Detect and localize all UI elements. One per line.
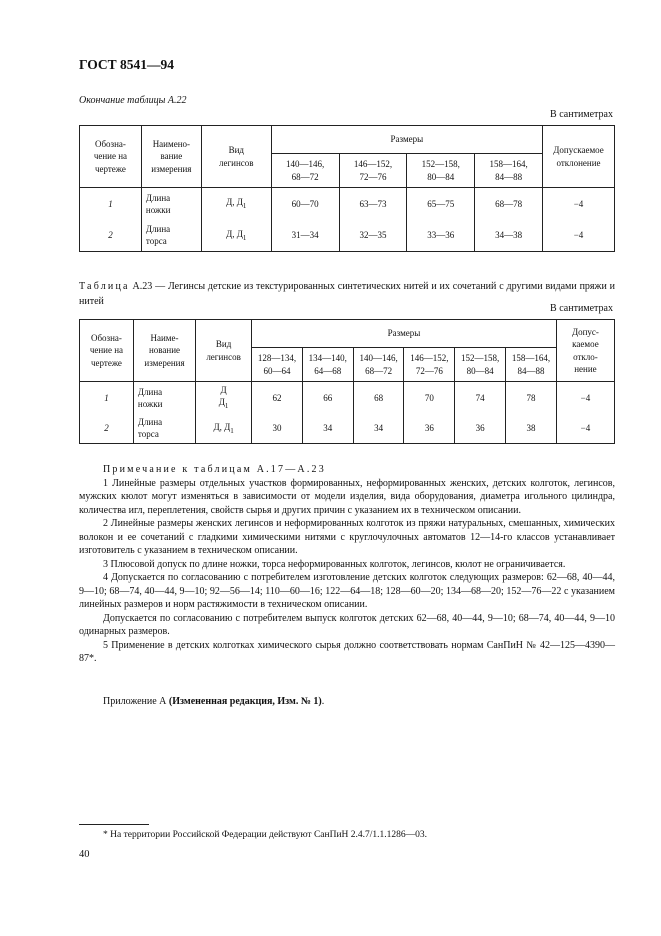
row-value: 30: [252, 414, 303, 444]
row-name: Длина ножки: [133, 382, 195, 414]
table-a23-units: В сантиметрах: [550, 303, 613, 314]
note-item: 4 Допускается по согласованию с потребителем изготовление детских колготок следующих размеров: 62—68, 40—44, 9—10; 68—74, 40—44, 9—10; 92—56—14; 110—60—16; 122—64—18; 128—60—20; 134—68—20; 152—76—22 с указанием линейных размеров и норм растяжимости в техническом описании.: [79, 572, 615, 610]
header-name: Наиме- нование измерения: [133, 320, 195, 382]
header-designation: Обозна- чение на чертеже: [80, 320, 134, 382]
note-item: 3 Плюсовой допуск по длине ножки, торса неформированных колготок, легинсов, кюлот не ограничивается.: [103, 558, 566, 570]
header-sizes: Размеры: [252, 320, 557, 348]
size-column-header: 152—158, 80—84: [455, 348, 506, 382]
header-tolerance: Допускаемое отклонение: [543, 126, 615, 188]
page-number: 40: [79, 849, 90, 860]
row-value: 68: [353, 382, 404, 414]
row-value: 66: [302, 382, 353, 414]
row-designation: 2: [80, 414, 134, 444]
note-item: 1 Линейные размеры отдельных участков формированных, неформированных женских, детских колготок, легинсов, мужских кюлот могут изменяться в зависимости от модели изделия, вида оборудования, диаметра игольного цилиндра, количества игл, переплетения, свойств сырья и других причин с указанием их в техническом описании.: [79, 477, 615, 516]
header-type: Вид легинсов: [196, 320, 252, 382]
row-type: Д, $Д_1$: [201, 188, 271, 220]
footnote: * На территории Российской Федерации действуют СанПиН 2.4.7/1.1.1286—03.: [103, 830, 428, 840]
table-a22-units: В сантиметрах: [550, 109, 613, 120]
appendix-line: Приложение А (Измененная редакция, Изм. № 1).: [103, 696, 325, 707]
row-value: 60—70: [271, 188, 339, 220]
row-tolerance: −4: [543, 220, 615, 252]
row-type: Д, $Д_1$: [201, 220, 271, 252]
note-item: 2 Линейные размеры женских легинсов и неформированных колготок из пряжи натуральных, смешанных, химических волокон и ее сочетаний с гладкими химическими нитями с круглочулочных автоматов 12—14-го классов устанавливает изготовитель с указанием в техническом описании.: [79, 518, 615, 556]
table-a23-title: Таблица А.23 — Легинсы детские из текстурированных синтетических нитей и их сочетаний с другими видами пряжи и нитей: [79, 281, 615, 307]
row-designation: 1: [80, 382, 134, 414]
row-value: 36: [404, 414, 455, 444]
row-name: Длина ножки: [141, 188, 201, 220]
row-value: 65—75: [407, 188, 475, 220]
row-value: 63—73: [339, 188, 407, 220]
size-column-header: 128—134, 60—64: [252, 348, 303, 382]
header-tolerance: Допус- каемое откло- нение: [556, 320, 614, 382]
row-value: 74: [455, 382, 506, 414]
footnote-divider: [79, 824, 149, 825]
row-name: Длина торса: [141, 220, 201, 252]
document-header: ГОСТ 8541—94: [79, 57, 175, 72]
row-value: 32—35: [339, 220, 407, 252]
note-item: Допускается по согласованию с потребителем выпуск колготок детских 62—68, 40—44, 9—10; 68—74, 40—44, 9—10 одинарных размеров.: [79, 612, 615, 637]
size-column-header: 140—146, 68—72: [271, 154, 339, 188]
row-value: 33—36: [407, 220, 475, 252]
table-a23: [79, 319, 615, 444]
row-value: 36: [455, 414, 506, 444]
table-row: [80, 414, 615, 444]
row-tolerance: −4: [556, 382, 614, 414]
header-sizes: Размеры: [271, 126, 542, 154]
row-type: Д $Д_1$: [196, 382, 252, 414]
row-value: 34—38: [475, 220, 543, 252]
notes-section: [79, 463, 615, 666]
row-value: 38: [506, 414, 557, 444]
table-row: [80, 382, 615, 414]
table-a22: [79, 125, 615, 252]
row-value: 68—78: [475, 188, 543, 220]
size-column-header: 158—164, 84—88: [475, 154, 543, 188]
size-column-header: 152—158, 80—84: [407, 154, 475, 188]
row-tolerance: −4: [543, 188, 615, 220]
size-column-header: 134—140, 64—68: [302, 348, 353, 382]
row-value: 31—34: [271, 220, 339, 252]
row-name: Длина торса: [133, 414, 195, 444]
row-tolerance: −4: [556, 414, 614, 444]
table-a22-caption: Окончание таблицы А.22: [79, 95, 187, 106]
header-name: Наимено- вание измерения: [141, 126, 201, 188]
row-type: Д, $Д_1$: [196, 414, 252, 444]
size-column-header: 140—146, 68—72: [353, 348, 404, 382]
row-value: 70: [404, 382, 455, 414]
table-row: [80, 188, 615, 220]
header-type: Вид легинсов: [201, 126, 271, 188]
row-value: 34: [353, 414, 404, 444]
row-designation: 2: [80, 220, 142, 252]
row-value: 62: [252, 382, 303, 414]
row-designation: 1: [80, 188, 142, 220]
notes-heading: Примечание к таблицам А.17—А.23: [103, 464, 326, 475]
note-item: 5 Применение в детских колготках химического сырья должно соответствовать нормам СанПиН № 42—125—4390—87*.: [79, 639, 615, 664]
row-value: 34: [302, 414, 353, 444]
row-value: 78: [506, 382, 557, 414]
header-designation: Обозна- чение на чертеже: [80, 126, 142, 188]
table-row: [80, 220, 615, 252]
size-column-header: 146—152, 72—76: [339, 154, 407, 188]
size-column-header: 146—152, 72—76: [404, 348, 455, 382]
size-column-header: 158—164, 84—88: [506, 348, 557, 382]
